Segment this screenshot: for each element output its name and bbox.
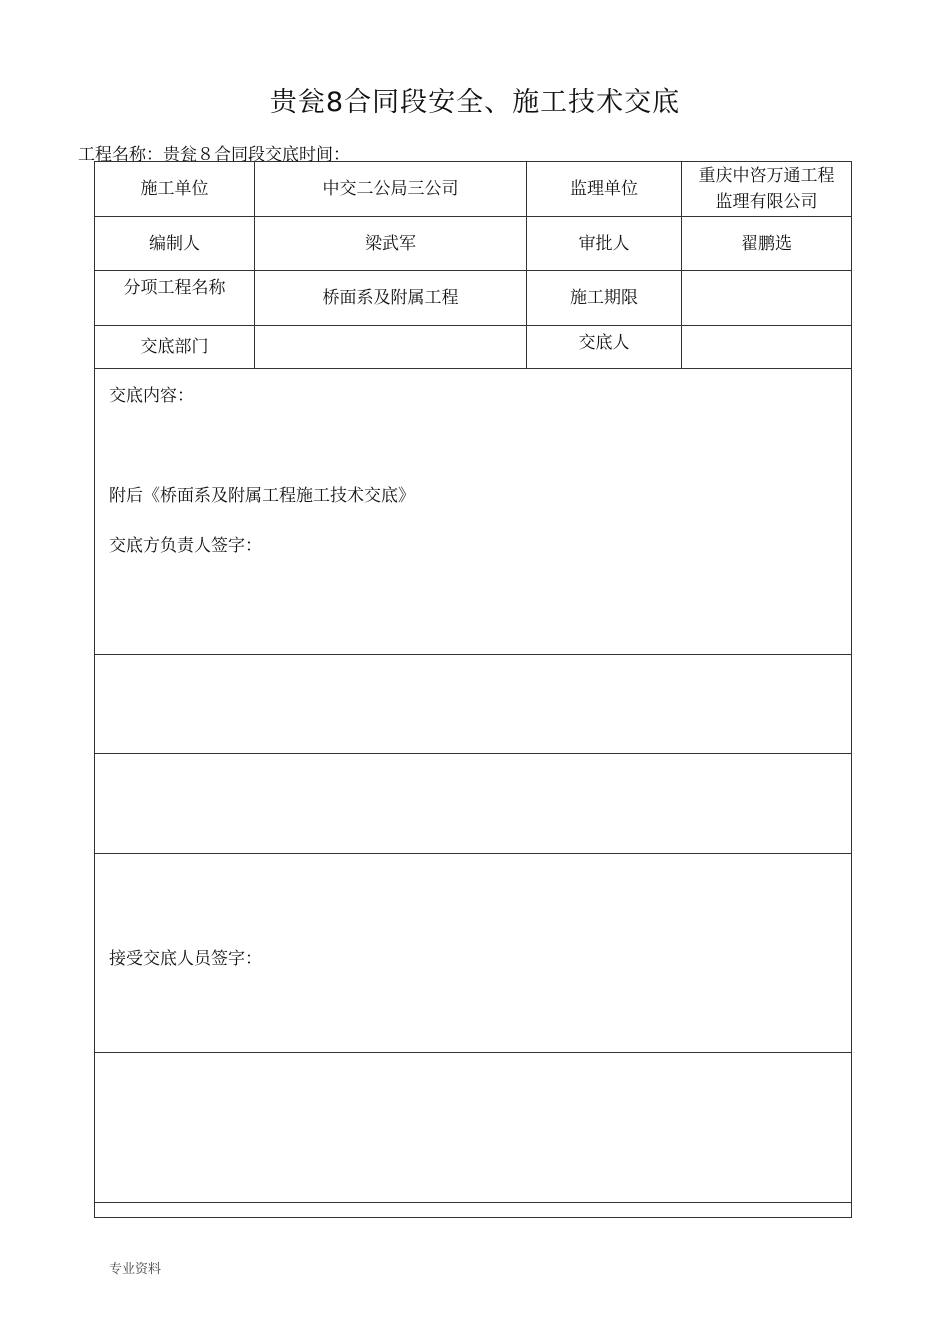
receiver-signature-cell xyxy=(95,854,852,1053)
subitem-name-value: 桥面系及附属工程 xyxy=(255,271,527,326)
supervision-unit-value-line1: 重庆中咨万通工程 xyxy=(698,166,835,186)
supervision-unit-value xyxy=(682,162,852,217)
receiver-signature-label: 接受交底人员签字： xyxy=(109,949,262,969)
table-row xyxy=(95,1053,852,1203)
discloser-value xyxy=(682,326,852,369)
construction-period-label: 施工期限 xyxy=(527,271,682,326)
discloser-signature-label: 交底方负责人签字： xyxy=(109,536,262,556)
disclosure-content-cell xyxy=(95,369,852,655)
disclosure-content-label: 交底内容： xyxy=(109,386,194,406)
compiler-label: 编制人 xyxy=(95,217,255,271)
attachment-note: 附后《桥面系及附属工程施工技术交底》 xyxy=(109,486,415,506)
supervision-unit-value-line2: 监理有限公司 xyxy=(715,192,818,212)
disclosure-department-value xyxy=(255,326,527,369)
document-title: 贵瓮8合同段安全、施工技术交底 xyxy=(269,87,681,118)
construction-period-value xyxy=(682,271,852,326)
subitem-name-label: 分项工程名称 xyxy=(95,271,255,326)
blank-row xyxy=(95,1053,852,1203)
table-row xyxy=(95,1203,852,1218)
table-row xyxy=(95,326,852,369)
approver-label: 审批人 xyxy=(527,217,682,271)
disclosure-form-table xyxy=(94,161,852,1218)
table-row xyxy=(95,655,852,754)
blank-row xyxy=(95,1203,852,1218)
approver-value: 翟鹏选 xyxy=(682,217,852,271)
project-name-line: 工程名称：贵瓮８合同段交底时间： xyxy=(78,145,350,165)
table-row xyxy=(95,271,852,326)
blank-row xyxy=(95,754,852,854)
table-row xyxy=(95,754,852,854)
blank-row xyxy=(95,655,852,754)
disclosure-department-label: 交底部门 xyxy=(95,326,255,369)
table-row xyxy=(95,854,852,1053)
construction-unit-value: 中交二公局三公司 xyxy=(255,162,527,217)
discloser-label: 交底人 xyxy=(527,326,682,369)
supervision-unit-label: 监理单位 xyxy=(527,162,682,217)
table-row xyxy=(95,369,852,655)
construction-unit-label: 施工单位 xyxy=(95,162,255,217)
table-row xyxy=(95,217,852,271)
compiler-value: 梁武军 xyxy=(255,217,527,271)
table-row xyxy=(95,162,852,217)
footer-note: 专业资料 xyxy=(109,1262,162,1277)
